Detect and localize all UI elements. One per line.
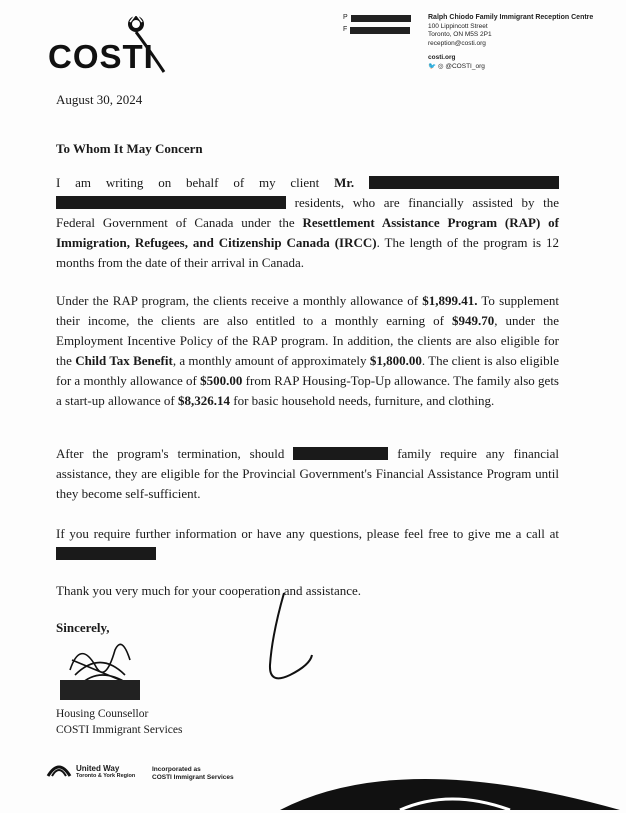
signatory-details xyxy=(56,706,182,738)
contact-address xyxy=(428,14,593,71)
redacted-client-name xyxy=(369,176,559,189)
signatory-org: COSTI Immigrant Services xyxy=(56,724,183,736)
p3-text-a: After the program's termination, should xyxy=(56,446,294,461)
social-row xyxy=(428,63,593,72)
decorative-arch xyxy=(280,758,626,813)
amount-child-tax: $1,800.00 xyxy=(369,353,422,368)
united-way-region: Toronto & York Region xyxy=(76,773,136,779)
united-way-icon xyxy=(46,758,72,780)
p2-text-c: , under the Employment Incentive Policy of the RAP program. In addition, the clients are also eligible for the xyxy=(56,313,560,368)
amount-monthly-allowance: $1,899.41. xyxy=(422,293,478,308)
paragraph-5: Thank you very much for your cooperation and assistance. xyxy=(56,583,362,598)
org-name: Ralph Chiodo Family Immigrant Reception Centre xyxy=(428,14,594,21)
inc-line2: COSTI Immigrant Services xyxy=(152,774,234,781)
paragraph-3 xyxy=(56,444,559,504)
closing-text: Sincerely, xyxy=(56,620,110,635)
p2-text-d: , a monthly amount of approximately xyxy=(172,353,370,368)
p1-mr: Mr. xyxy=(334,175,355,190)
salutation: To Whom It May Concern xyxy=(56,141,203,156)
p2-text-b: To supplement their income, the clients are also entitled to a monthly earning of xyxy=(56,293,560,328)
child-tax-benefit: Child Tax Benefit xyxy=(75,353,173,368)
signatory-title: Housing Counsellor xyxy=(56,708,149,720)
paragraph-1 xyxy=(56,173,559,273)
address-line2: Toronto, ON M5S 2P1 xyxy=(428,31,492,38)
twitter-icon: 🐦 xyxy=(428,62,437,70)
united-way-logo xyxy=(46,758,136,785)
phone-label: P xyxy=(343,14,348,21)
email: reception@costi.org xyxy=(428,39,486,47)
inc-line1: Incorporated as xyxy=(152,766,201,773)
p2-text-e: . The client is also eligible for a monthly allowance of xyxy=(56,353,560,388)
p2-text-g: for basic household needs, furniture, and clothing. xyxy=(230,393,495,408)
united-way-name: United Way xyxy=(76,764,120,773)
p1-text-c: . The length of the program is 12 months from the date of their arrival in Canada. xyxy=(56,235,559,270)
redacted-phone xyxy=(351,15,411,22)
letter-date: August 30, 2024 xyxy=(56,92,143,107)
social-handle: @COSTI_org xyxy=(445,62,485,70)
p4-text-a: If you require further information or have any questions, please feel free to give me a call at xyxy=(56,526,559,541)
p2-text-f: from RAP Housing-Top-Up allowance. The family also gets a start-up allowance of xyxy=(56,373,559,408)
paragraph-4 xyxy=(56,524,559,564)
amount-housing-topup: $500.00 xyxy=(200,373,243,388)
signature-scribble xyxy=(60,630,150,710)
logo-text: COSTI xyxy=(48,38,154,75)
website: costi.org xyxy=(428,54,456,61)
paragraph-2 xyxy=(56,291,559,411)
p1-text-a: I am writing on behalf of my client xyxy=(56,175,335,190)
redacted-fax xyxy=(350,27,410,34)
fax-label: F xyxy=(343,26,348,33)
p3-text-b: family require any financial assistance, they are eligible for the Provincial Government's Financial Assistance Program until they become self-sufficient. xyxy=(56,446,559,501)
redacted-phone-number xyxy=(56,547,156,560)
amount-monthly-earning: $949.70 xyxy=(452,313,495,328)
amount-startup: $8,326.14 xyxy=(178,393,231,408)
pen-stroke-mark xyxy=(250,585,330,695)
contact-phone-fax xyxy=(343,12,411,36)
logo-mark-icon xyxy=(108,8,168,78)
redacted-client-name-2 xyxy=(56,196,286,209)
incorporation-note xyxy=(152,766,234,782)
redacted-family-name xyxy=(293,447,388,460)
p2-text-a: Under the RAP program, the clients receive a monthly allowance of xyxy=(56,293,423,308)
instagram-icon: ◎ xyxy=(437,62,444,70)
p1-program: Resettlement Assistance Program (RAP) of Immigration, Refugees, and Citizenship Canada (IRCC) xyxy=(56,215,559,250)
p1-text-b: residents, who are financially assisted by the Federal Government of Canada under the xyxy=(56,195,559,230)
address-line1: 100 Lippincott Street xyxy=(428,22,488,30)
